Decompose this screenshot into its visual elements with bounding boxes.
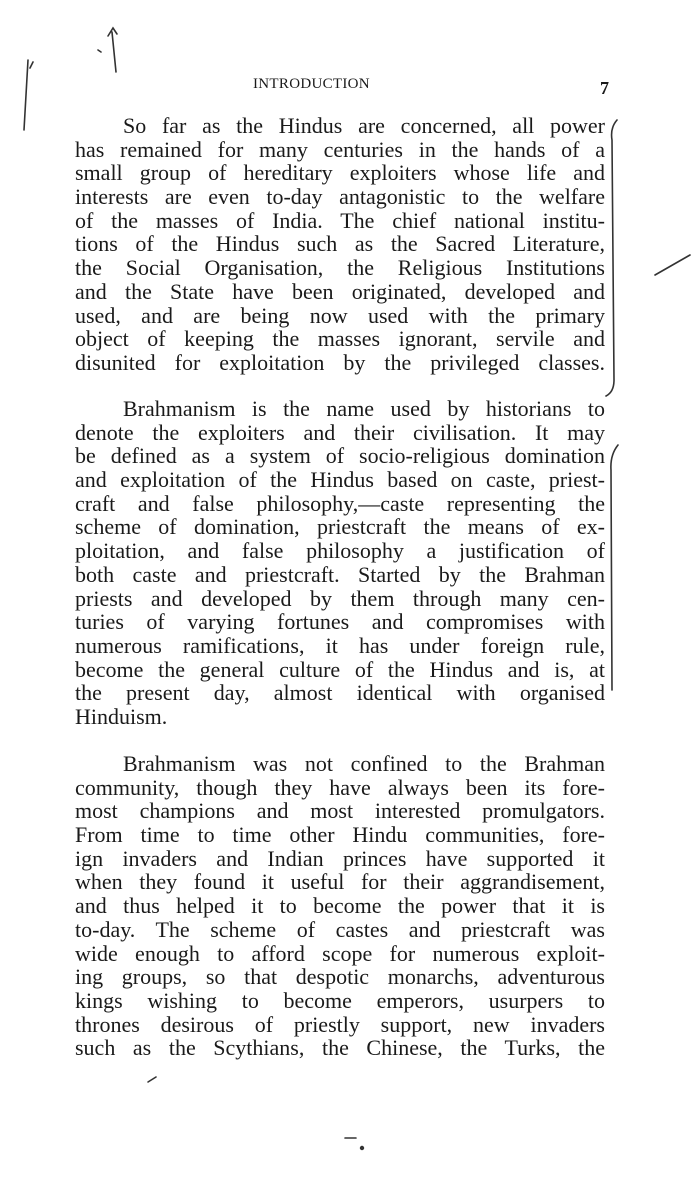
text-line: ploitation, and false philosophy a justification of [75, 538, 605, 564]
text-line: kings wishing to become emperors, usurpers to [75, 987, 605, 1013]
text-line: tions of the Hindus such as the Sacred Literature, [75, 231, 605, 257]
text-line: be defined as a system of socio-religious domination [75, 443, 605, 469]
margin-bracket-para1 [606, 120, 617, 396]
text-line: turies of varying fortunes and compromises with [75, 609, 605, 635]
text-line: and exploitation of the Hindus based on caste, priest- [75, 467, 605, 493]
paragraph-1 [75, 114, 605, 375]
text-line: small group of hereditary exploiters whose life and [75, 160, 605, 186]
text-line: interests are even to-day antagonistic to the welfare [75, 184, 605, 210]
text-line: wide enough to afford scope for numerous exploit- [75, 940, 605, 966]
text-line: ing groups, so that despotic monarchs, adventurous [75, 964, 605, 990]
text-line: such as the Scythians, the Chinese, the Turks, the [75, 1035, 605, 1061]
text-line: the present day, almost identical with organised [75, 680, 605, 706]
text-line: Hinduism. [75, 703, 168, 729]
text-line: So far as the Hindus are concerned, all power [123, 113, 605, 138]
text-line: object of keeping the masses ignorant, servile and [75, 326, 605, 352]
text-line: of the masses of India. The chief national institu- [75, 207, 605, 233]
text-line: and thus helped it to become the power that it is [75, 893, 605, 919]
text-line: become the general culture of the Hindus and is, at [75, 656, 605, 682]
running-title: INTRODUCTION [253, 76, 370, 92]
text-line: to-day. The scheme of castes and priestcraft was [75, 916, 605, 942]
margin-bracket-para2 [611, 445, 618, 690]
text-line: both caste and priestcraft. Started by the Brahman [75, 561, 605, 587]
text-line: priests and developed by them through many cen- [75, 585, 605, 611]
text-line: craft and false philosophy,—caste representing the [75, 490, 605, 516]
text-line: the Social Organisation, the Religious Institutions [75, 255, 605, 281]
text-line: denote the exploiters and their civilisation. It may [75, 419, 605, 445]
text-line: numerous ramifications, it has under foreign rule, [75, 632, 605, 658]
margin-stroke [655, 255, 690, 275]
text-line: thrones desirous of priestly support, new invaders [75, 1011, 605, 1037]
paragraph-3 [75, 752, 605, 1060]
text-line: most champions and most interested promulgators. [75, 798, 605, 824]
page-number: 7 [600, 78, 609, 98]
pencil-mark-left [24, 60, 33, 130]
text-line: Brahmanism was not confined to the Brahman [123, 751, 605, 776]
text-line: community, though they have always been its fore- [75, 774, 605, 800]
text-line: Brahmanism is the name used by historians to [123, 396, 605, 421]
text-line: when they found it useful for their aggrandisement, [75, 869, 605, 895]
text-line: has remained for many centuries in the hands of a [75, 136, 605, 162]
text-line: ign invaders and Indian princes have supported it [75, 845, 605, 871]
pencil-mark-top [98, 28, 117, 72]
text-line: disunited for exploitation by the privileged classes. [75, 349, 605, 375]
text-line: From time to time other Hindu communities, fore- [75, 822, 605, 848]
text-line: scheme of domination, priestcraft the means of ex- [75, 514, 605, 540]
text-line: and the State have been originated, developed and [75, 278, 605, 304]
paragraph-2 [75, 397, 605, 729]
text-line: used, and are being now used with the primary [75, 302, 605, 328]
